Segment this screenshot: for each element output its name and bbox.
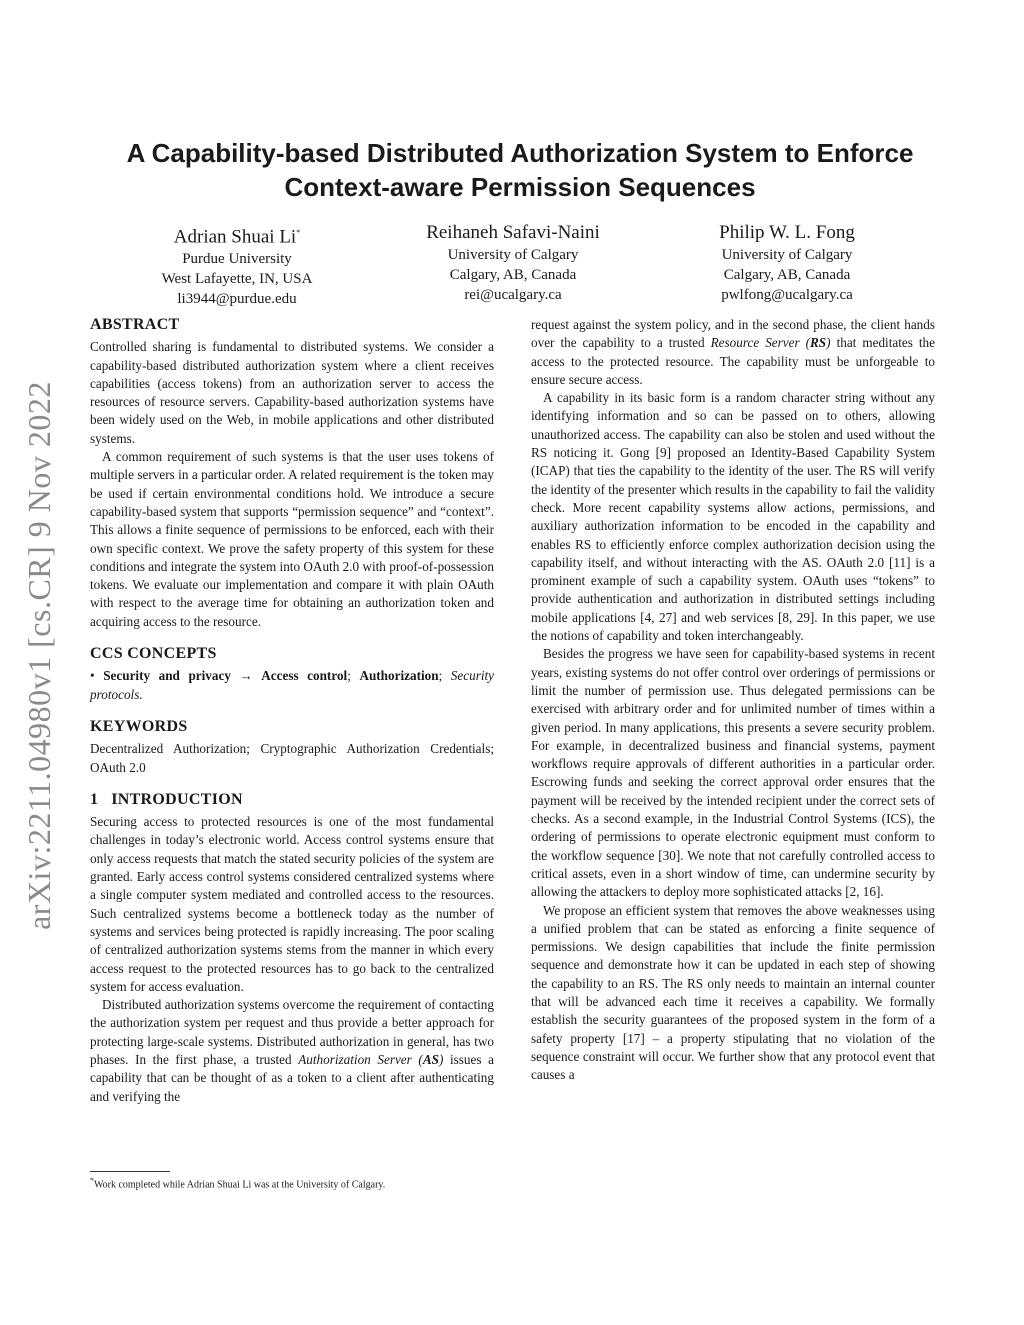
author-2 [383, 221, 643, 305]
author-affiliation: Purdue University [182, 251, 292, 268]
ccs-protocols: Security protocols. [90, 668, 495, 702]
author-name: Reihaneh Safavi-Naini [426, 222, 600, 243]
author-affiliation: University of Calgary [447, 247, 579, 263]
ccs-separator: ; [438, 668, 451, 684]
left-column [90, 316, 494, 1106]
abstract-heading: ABSTRACT [90, 316, 180, 333]
keywords-heading: KEYWORDS [90, 717, 188, 735]
author-1 [107, 221, 367, 309]
text-run: ) [438, 1051, 444, 1067]
intro-paragraph [531, 316, 935, 389]
paper-title: A Capability-based Distributed Authorization System to Enforce Context-aware Permission Sequences [126, 138, 914, 202]
author-name: Philip W. L. Fong [719, 222, 855, 243]
introduction-heading: 1 INTRODUCTION [90, 790, 243, 808]
arxiv-id: arXiv:2211.04980v1 [cs.CR] 9 Nov 2022 [20, 380, 57, 930]
footnote-text: Work completed while Adrian Shuai Li was at the University of Calgary. [94, 1179, 386, 1191]
ccs-heading: CCS CONCEPTS [90, 645, 217, 663]
text-run: issues a capability that can be thought of as a token to a client after authenticating and verifying the [90, 1051, 494, 1104]
intro-paragraph: We propose an efficient system that removes the above weaknesses using a unified problem that can be stated as enforcing a finite sequence of permissions. We design capabilities that include the finite permission sequence and demonstrate how it can be updated in each step of showing the capability to an RS. The RS only needs to maintain an internal counter that will be advanced each time it receives a capability. We formally establish the security guarantees of the proposed system in the form of a safety property [17] – a property stipulating that no violation of the sequence constraint will occur. We further show that any protocol event that causes a [531, 902, 935, 1083]
abstract-paragraph: Controlled sharing is fundamental to distributed systems. We consider a capability-based distributed authorization system where a client receives capabilities (access tokens) from an authorization server to access the resources of resource servers. Capability-based authorization systems have been widely used on the Web, in mobile applications and other distributed systems. [90, 339, 494, 446]
intro-paragraph: Securing access to protected resources is one of the most fundamental challenges in today’s electronic world. Access control systems ensure that only access requests that match the stated security policies of the system are granted. Early access control systems considered centralized systems where a single computer system mediated and controlled access to the resources. Such centralized systems become a bottleneck today as the number of systems and services being protected is rapidly increasing. The poor scaling of centralized authorization systems stems from the manner in which every access request to the protected resources has to go back to the centralized system for access evaluation. [90, 814, 494, 994]
ccs-authorization: Authorization [359, 668, 439, 684]
author-location: West Lafayette, IN, USA [161, 271, 313, 288]
author-3 [657, 221, 917, 305]
right-column [531, 316, 935, 1084]
resource-server-term [711, 335, 831, 350]
text-run: Distributed authorization systems overcome the requirement of contacting the authorization system per request and thus provide a better approach for protecting large-scale systems. Distributed authorization in general, has two phases. In the first phase, a trusted [90, 997, 494, 1067]
footnote [90, 1174, 510, 1191]
text-run: ) [826, 335, 831, 351]
text-run: Authorization Server ( [298, 1051, 423, 1067]
author-name: Adrian Shuai Li [173, 226, 297, 248]
abstract-paragraph: A common requirement of such systems is that the user uses tokens of multiple servers in a particular order. A related requirement is the token may be used if certain environmental conditions hold. We introduce a secure capability-based system that supports “permission sequence” and “context”. This allows a finite sequence of permissions to be enforced, each with their own specific context. We prove the safety property of this system for these conditions and integrate the system into OAuth 2.0 with proof-of-possession tokens. We evaluate our implementation and compare it with plain OAuth with respect to the average time for obtaining an authorization token and acquiring access to the resource. [90, 449, 494, 629]
text-run: RS [810, 335, 827, 351]
author-location: Calgary, AB, Canada [723, 267, 851, 283]
footnote-divider [90, 1171, 170, 1172]
author-email[interactable]: pwlfong@ucalgary.ca [721, 287, 853, 303]
intro-paragraph [90, 996, 494, 1106]
ccs-access-control: Access control [261, 668, 348, 684]
text-run: Resource Server ( [710, 335, 811, 351]
ccs-security: Security and privacy [103, 668, 231, 684]
footnote-mark: * [90, 1176, 94, 1185]
ccs-concepts [90, 667, 494, 704]
text-run: request against the system policy, and in the second phase, the client hands over the capability to a trusted [531, 317, 935, 351]
intro-paragraph: Besides the progress we have seen for capability-based systems in recent years, existing systems do not offer control over orderings of permissions or limit the number of permission use. Thus delegated permissions can be exercised with arbitrary order and for unlimited number of times within a given period. In many applications, this presents a severe security problem. For example, in decentralized business and financial systems, payment workflows require approvals of different authorities in a particular order. Escrowing funds and seeking the correct approval order ensures that the payment will be received by the intended recipient under the correct sets of checks. As a second example, in the Industrial Control Systems (ICS), the ordering of permissions to operate electronic equipment must conform to the workflow sequence [30]. We note that not carefully controlled access to critical assets, even in a short window of time, can undermine security by allowing the attackers to deploy more sophisticated attacks [2, 16]. [531, 646, 935, 900]
text-run: AS [422, 1051, 439, 1067]
ccs-arrow: → [230, 668, 262, 684]
author-email[interactable]: li3944@purdue.edu [177, 291, 297, 308]
author-location: Calgary, AB, Canada [449, 267, 577, 283]
intro-paragraph: A capability in its basic form is a random character string without any identifying information and so can be passed on to others, allowing unauthorized access. The capability can also be stolen and used without the RS noticing it. Gong [9] proposed an Identity-Based Capability System (ICAP) that ties the capability to the identity of the user. The RS will verify the identity of the presenter which results in the capability to fail the validity check. More recent capability systems allow actions, permissions, and auxiliary authorization information to be encoded in the capability and enables RS to efficiently enforce complex authorization decision using the capability itself, and without interacting with the AS. OAuth 2.0 [11] is a prominent example of such a capability system. OAuth uses “tokens” to provide authentication and authorization in distributed settings including mobile applications [4, 27] and web services [8, 29]. In this paper, we use the notions of capability and token interchangeably. [531, 390, 935, 644]
authorization-server-term [298, 1052, 443, 1067]
ccs-separator: ; [347, 668, 360, 684]
author-affiliation: University of Calgary [721, 247, 853, 263]
keywords-text: Decentralized Authorization; Cryptographic Authorization Credentials; OAuth 2.0 [90, 741, 494, 775]
bullet: • [90, 668, 95, 684]
author-email[interactable]: rei@ucalgary.ca [464, 287, 562, 303]
text-run: that meditates the access to the protected resource. The capability must be unforgeable to ensure secure access. [531, 335, 936, 387]
arxiv-stamp [14, 350, 64, 960]
author-footnote-mark: * [296, 228, 301, 237]
